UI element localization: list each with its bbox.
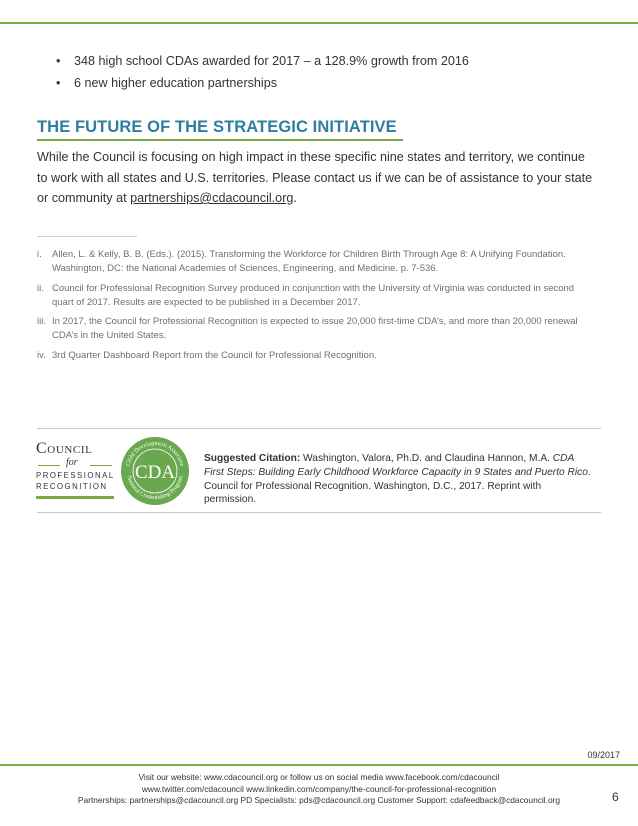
footnote-number: i. bbox=[37, 249, 42, 260]
citation-authors: Washington, Valora, Ph.D. and Claudina Hannon, M.A. bbox=[300, 453, 553, 464]
footnote-item bbox=[37, 282, 592, 310]
citation-label: Suggested Citation: bbox=[204, 453, 301, 464]
logo-line-right bbox=[90, 465, 112, 466]
logo-word-council: Council bbox=[36, 440, 93, 457]
page-footer bbox=[0, 772, 638, 807]
citation-divider-bottom bbox=[37, 512, 601, 513]
title-underline bbox=[37, 139, 403, 141]
bullet-dot: • bbox=[56, 54, 61, 68]
footnote-text: 3rd Quarter Dashboard Report from the Council for Professional Recognition. bbox=[52, 349, 377, 361]
seal-center-text: CDA bbox=[134, 462, 176, 483]
footer-line: Partnerships: partnerships@cdacouncil.org PD Specialists: pds@cdacouncil.org Customer Support: cdafeedback@cdacouncil.org bbox=[77, 795, 561, 805]
citation-title: CDA First Steps: Building Early Childhood Workforce Capacity in 9 States and Puerto Rico bbox=[204, 453, 588, 478]
footer-line: www.twitter.com/cdacouncil www.linkedin.com/company/the-council-for-professional-recognition bbox=[141, 783, 497, 794]
footer-rule bbox=[0, 764, 638, 766]
suggested-citation bbox=[204, 452, 594, 507]
seal-ring-bottom: National Credentialing Program bbox=[125, 475, 185, 502]
body-text: While the Council is focusing on high impact in these specific nine states and territory, we continue to work with all states and U.S. territories. Please contact us if we can be of assistance to your state or community at bbox=[37, 150, 593, 205]
bullet-item bbox=[52, 74, 469, 96]
footnote-item bbox=[37, 349, 592, 363]
footnote-list bbox=[37, 248, 592, 368]
council-logo bbox=[36, 440, 114, 500]
citation-divider-top bbox=[37, 428, 601, 429]
footnote-item bbox=[37, 248, 592, 276]
publication-date: 09/2017 bbox=[587, 750, 620, 760]
partnerships-email-link[interactable]: partnerships@cdacouncil.org bbox=[130, 191, 294, 205]
page-number: 6 bbox=[612, 790, 619, 804]
footer-line: Visit our website: www.cdacouncil.org or follow us on social media www.facebook.com/cdacouncil bbox=[138, 772, 500, 782]
footnote-number: ii. bbox=[37, 282, 44, 294]
logo-underbar bbox=[36, 496, 114, 499]
footnote-item bbox=[37, 315, 592, 343]
footnote-number: iv. bbox=[37, 349, 46, 361]
logo-word-recognition: RECOGNITION bbox=[36, 482, 108, 491]
footnote-number: iii. bbox=[37, 316, 46, 327]
bullet-text: 348 high school CDAs awarded for 2017 – a 128.9% growth from 2016 bbox=[74, 54, 469, 68]
stats-bullet-list bbox=[52, 52, 469, 96]
body-text-end: . bbox=[293, 191, 297, 205]
top-rule bbox=[0, 22, 638, 24]
citation-rest: . Council for Professional Recognition. Washington, D.C., 2017. Reprint with permission. bbox=[204, 466, 591, 506]
logo-word-for: for bbox=[66, 457, 78, 468]
section-title: THE FUTURE OF THE STRATEGIC INITIATIVE bbox=[37, 118, 397, 136]
seal-ring-top: Child Development Associate bbox=[125, 440, 185, 467]
footnote-text: Allen, L. & Kelly, B. B. (Eds.). (2015). Transforming the Workforce for Children Birth Through Age 8: A Unifying Foundation. Washington, DC: the National Academies of Sciences, Engineering, and Medicine. p. 7-536. bbox=[52, 249, 566, 274]
section-body bbox=[37, 147, 597, 209]
cda-seal-logo bbox=[120, 436, 190, 506]
logo-word-professional: PROFESSIONAL bbox=[36, 471, 115, 480]
bullet-dot: • bbox=[56, 76, 61, 90]
bullet-item bbox=[52, 52, 469, 74]
footnote-text: In 2017, the Council for Professional Recognition is expected to issue 20,000 first-time CDA’s, and more than 20,000 renewal CDA’s in the United States. bbox=[52, 316, 578, 341]
footnote-divider bbox=[37, 236, 137, 237]
bullet-text: 6 new higher education partnerships bbox=[74, 76, 278, 90]
logo-line-left bbox=[38, 465, 60, 466]
footnote-text: Council for Professional Recognition Survey produced in conjunction with the University of Virginia was conducted in second quart of 2017. Results are expected to be published in a December 2017. bbox=[52, 282, 575, 308]
